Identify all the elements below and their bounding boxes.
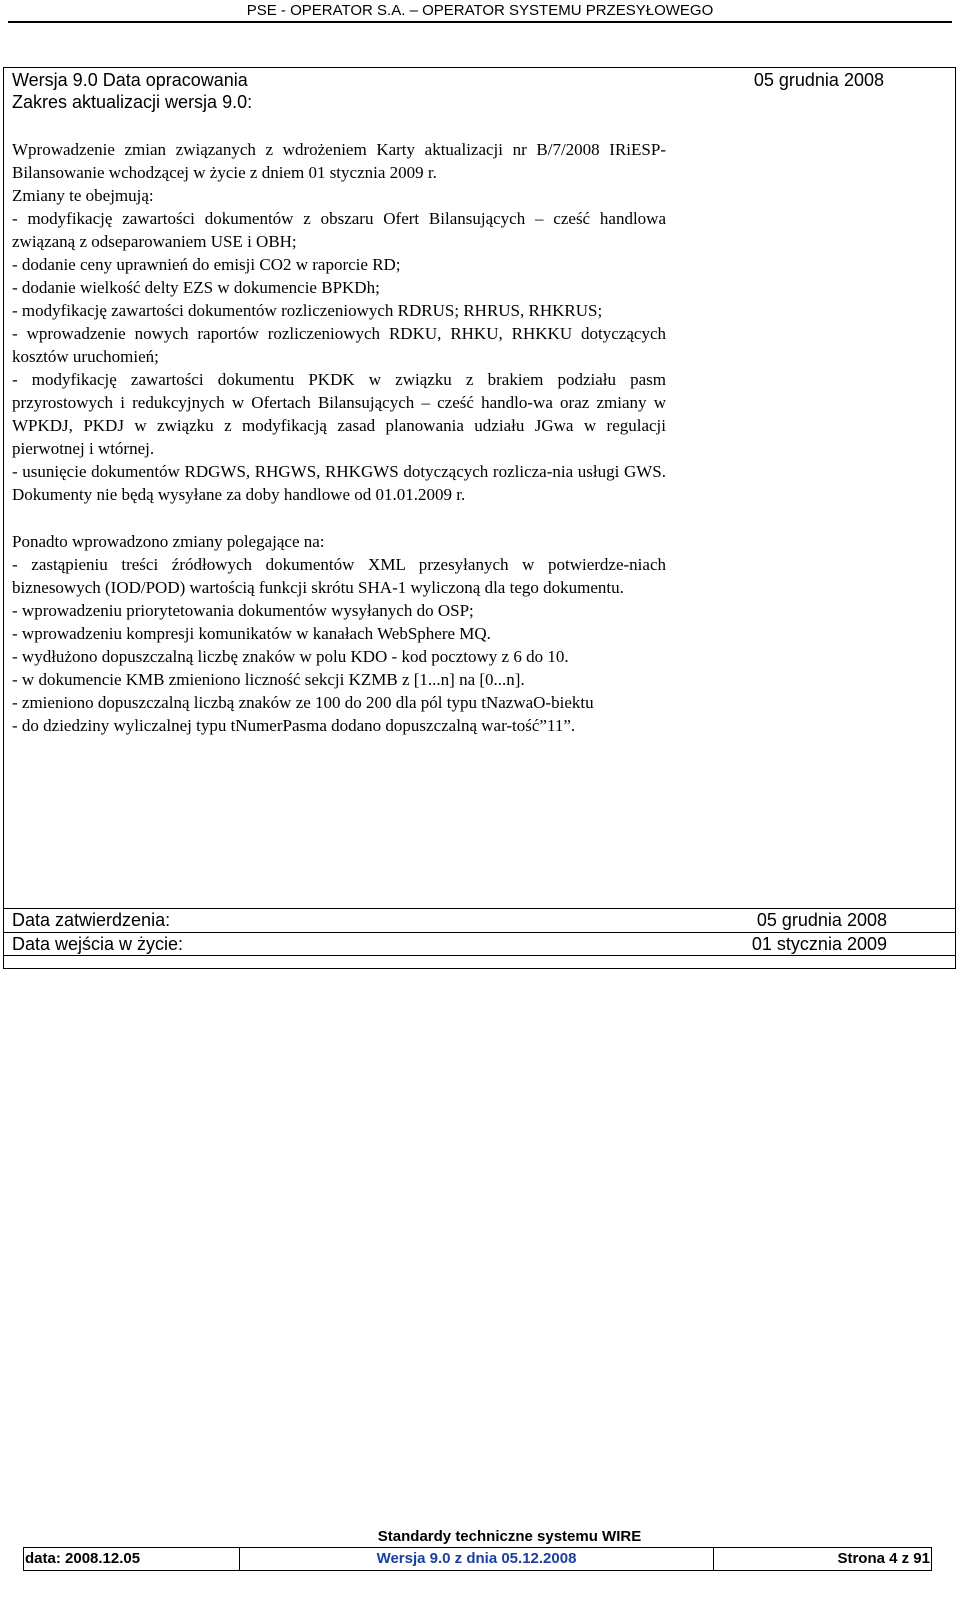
- approved-label: Data zatwierdzenia:: [12, 910, 171, 930]
- approval-row: [3, 908, 956, 932]
- footer-page-number: Strona 4 z 91: [837, 1550, 930, 1567]
- header-title: PSE - OPERATOR S.A. – OPERATOR SYSTEMU PRZESYŁOWEGO: [246, 2, 714, 19]
- body-line: - modyfikację zawartości dokumentów rozliczeniowych RDRUS; RHRUS, RHKRUS;: [12, 301, 603, 320]
- body-line: - modyfikację zawartości dokumentów z obszaru Ofert Bilansujących – cześć handlowa związaną z odseparowaniem USE i OBH;: [12, 209, 666, 251]
- body-line: Wprowadzenie zmian związanych z wdrożeniem Karty aktualizacji nr B/7/2008 IRiESP-Bilansowanie wchodzącej w życie z dniem 01 stycznia 2009 r.: [12, 140, 666, 182]
- header-rule: [8, 21, 952, 23]
- page-footer: [23, 1527, 932, 1571]
- body-line: Ponadto wprowadzono zmiany polegające na:: [12, 532, 325, 551]
- version-label: Wersja 9.0 Data opracowania: [12, 70, 248, 90]
- body-line: - zmieniono dopuszczalną liczbą znaków ze 100 do 200 dla pól typu tNazwaO-biektu: [12, 693, 594, 712]
- approved-date: 05 grudnia 2008: [756, 910, 887, 930]
- body-line: - wprowadzenie nowych raportów rozliczeniowych RDKU, RHKU, RHKKU dotyczących kosztów uruchomień;: [12, 324, 666, 366]
- footer-row: [23, 1547, 932, 1571]
- revision-description: [12, 138, 666, 737]
- body-line: - wprowadzeniu kompresji komunikatów w kanałach WebSphere MQ.: [12, 624, 491, 643]
- version-line: [12, 69, 884, 91]
- scope-label: Zakres aktualizacji wersja 9.0:: [12, 92, 253, 112]
- footer-border-left: [23, 1547, 24, 1571]
- body-line: - do dziedziny wyliczalnej typu tNumerPasma dodano dopuszczalną war-tość”11”.: [12, 716, 576, 735]
- body-line: - modyfikację zawartości dokumentu PKDK w związku z brakiem podziału pasm przyrostowych i redukcyjnych w Ofertach Bilansujących – cześć handlo-wa oraz zmiany w WPKDJ, PKDJ w związku z modyfikacją zasad planowania udziału JGwa w regulacji pierwotnej i wtórnej.: [12, 370, 666, 458]
- body-line: - usunięcie dokumentów RDGWS, RHGWS, RHKGWS dotyczących rozlicza-nia usługi GWS. Dokumenty nie będą wysyłane za doby handlowe od 01.01.2009 r.: [12, 462, 666, 504]
- effective-date: 01 stycznia 2009: [751, 934, 887, 954]
- body-line: - wydłużono dopuszczalną liczbę znaków w polu KDO - kod pocztowy z 6 do 10.: [12, 647, 569, 666]
- body-line: - w dokumencie KMB zmieniono liczność sekcji KZMB z [1...n] na [0...n].: [12, 670, 525, 689]
- effective-label: Data wejścia w życie:: [12, 934, 184, 954]
- effective-row: [3, 932, 956, 956]
- body-line: - wprowadzeniu priorytetowania dokumentów wysyłanych do OSP;: [12, 601, 474, 620]
- footer-title: Standardy techniczne systemu WIRE: [377, 1528, 642, 1545]
- footer-date: data: 2008.12.05: [23, 1548, 240, 1570]
- body-line: - zastąpieniu treści źródłowych dokumentów XML przesyłanych w potwierdze-niach biznesowych (IOD/POD) wartością funkcji skrótu SHA-1 wyliczoną dla tego dokumentu.: [12, 555, 666, 597]
- body-line: - dodanie wielkość delty EZS w dokumencie BPKDh;: [12, 278, 380, 297]
- footer-version: Wersja 9.0 z dnia 05.12.2008: [240, 1548, 714, 1570]
- approval-table: [3, 908, 956, 956]
- footer-border-right: [931, 1547, 932, 1571]
- body-line: - dodanie ceny uprawnień do emisji CO2 w raporcie RD;: [12, 255, 401, 274]
- version-date: 05 grudnia 2008: [753, 70, 884, 90]
- body-line: Zmiany te obejmują:: [12, 186, 154, 205]
